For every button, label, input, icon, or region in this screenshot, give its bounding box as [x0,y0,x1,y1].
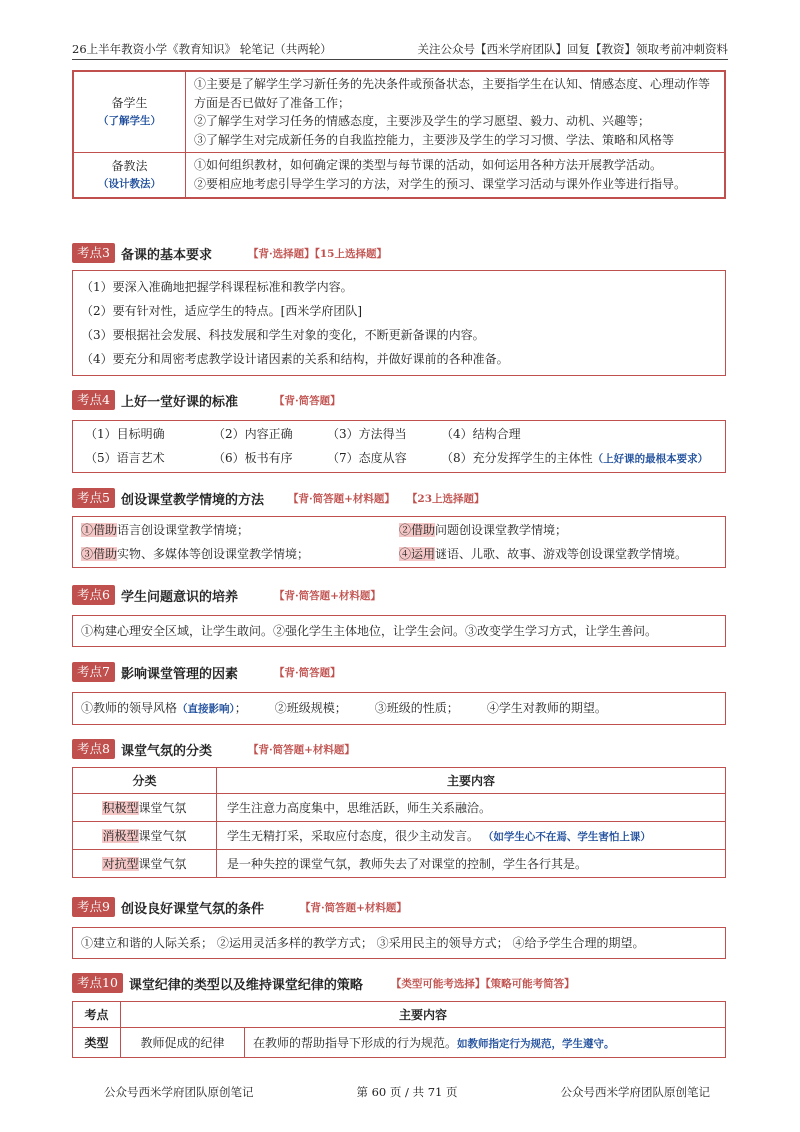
table-header: 主要内容 [217,768,726,794]
kaodian-badge: 考点9 [72,897,115,917]
table-cell: 是一种失控的课堂气氛，教师失去了对课堂的控制，学生各行其是。 [217,850,726,878]
kaodian-title: 课堂纪律的类型以及维持课堂纪律的策略 [128,977,363,993]
kaodian-8-heading [72,739,355,759]
table-cell: 积极型课堂气氛 [73,794,217,822]
kaodian-title: 创设良好课堂气氛的条件 [120,901,264,917]
footer-right: 公众号西米学府团队原创笔记 [560,1085,710,1099]
kaodian-5-box [72,516,726,568]
kaodian-title: 备课的基本要求 [120,247,212,263]
kaodian-badge: 考点3 [72,243,115,263]
kaodian-note: 【背·简答题】 [273,666,341,679]
list-item: （5）语言艺术 [85,451,165,465]
kaodian-badge: 考点7 [72,662,115,682]
kaodian-8-table [72,767,726,878]
kaodian-3-box [72,270,726,376]
prep-line: ②要相应地考虑引导学生学习的方法，对学生的预习、课堂学习活动与课外作业等进行指导。 [194,176,687,191]
kaodian-note-2: 【23上选择题】 [406,492,485,505]
kaodian-3-heading [72,243,387,263]
kaodian-note: 【背·简答题+材料题】 [273,589,381,602]
kaodian-6-box [72,615,726,647]
prep-table [72,70,726,199]
table-row [73,822,726,850]
footer-left: 公众号西米学府团队原创笔记 [104,1085,254,1099]
prep-tag: （了解学生） [98,115,161,128]
list-item: （2）内容正确 [213,427,293,441]
list-item: （4）要充分和周密考虑教学设计诸因素的关系和结构，并做好课前的各种准备。 [81,352,509,366]
header-right: 关注公众号【西米学府团队】回复【教资】领取考前冲刺资料 [417,42,728,56]
list-item: ②借助问题创设课堂教学情境； [399,523,568,537]
kaodian-title: 学生问题意识的培养 [120,589,238,605]
list-item: ④学生对教师的期望。 [486,701,607,715]
kaodian-badge: 考点8 [72,739,115,759]
kaodian-badge: 考点6 [72,585,115,605]
table-header: 考点 [73,1002,121,1028]
list-item: ①教师的领导风格（直接影响）； [81,701,247,715]
table-cell: 对抗型课堂气氛 [73,850,217,878]
prep-line: ②了解学生对学习任务的情感态度，主要涉及学生的学习愿望、毅力、动机、兴趣等； [194,114,651,129]
prep-tag: （设计教法） [98,178,161,191]
header-left: 26上半年教资小学《教育知识》 轮笔记（共两轮） [72,42,332,56]
list-item: ④运用谜语、儿歌、故事、游戏等创设课堂教学情境。 [399,547,688,561]
kaodian-7-heading [72,662,341,682]
table-cell: 类型 [73,1028,121,1058]
kaodian-note: 【背·选择题】【15上选择题】 [247,247,387,260]
kaodian-note: 【背·简答题+材料题】 [287,492,395,505]
list-item: ②班级规模； [274,701,347,715]
kaodian-10-heading [72,973,575,993]
list-item: ③借助实物、多媒体等创设课堂教学情境； [81,547,310,561]
list-item: （7）态度从容 [327,451,407,465]
kaodian-5-heading [72,488,485,508]
kaodian-10-table [72,1001,726,1058]
kaodian-4-heading [72,390,341,410]
kaodian-text: ①建立和谐的人际关系； ②运用灵活多样的教学方式； ③采用民主的领导方式； ④给予学生合理的期望。 [81,936,645,950]
prep-label: 备学生 [111,96,148,111]
list-item: （1）要深入准确地把握学科课程标准和教学内容。 [81,280,353,294]
kaodian-note: 【背·简答题+材料题】 [299,901,407,914]
kaodian-title: 上好一堂好课的标准 [120,394,238,410]
table-cell: 学生无精打采，采取应付态度，很少主动发言。 （如学生心不在焉、学生害怕上课） [217,822,726,850]
page-number: 第 60 页 / 共 71 页 [356,1085,458,1099]
kaodian-note: 【背·简答题】 [273,394,341,407]
table-cell: 在教师的帮助指导下形成的行为规范。如教师指定行为规范，学生遵守。 [245,1028,726,1058]
kaodian-badge: 考点10 [72,973,123,993]
prep-line: ①主要是了解学生学习新任务的先决条件或预备状态，主要指学生在认知、情感态度、心理动作等方面是否已做好了准备工作； [194,77,711,110]
list-item: （1）目标明确 [85,427,165,441]
table-cell: 教师促成的纪律 [121,1028,245,1058]
list-item: （6）板书有序 [213,451,293,465]
prep-label-cell [74,153,186,197]
prep-row-methods [74,153,725,197]
prep-label-cell [74,72,186,153]
kaodian-note: 【类型可能考选择】【策略可能考简答】 [390,977,575,990]
prep-line: ①如何组织教材，如何确定课的类型与每节课的活动，如何运用各种方法开展教学活动。 [194,158,663,173]
kaodian-badge: 考点5 [72,488,115,508]
prep-label: 备教法 [111,158,148,173]
table-row [73,1028,726,1058]
kaodian-7-box [72,692,726,725]
kaodian-6-heading [72,585,381,605]
page-footer [104,1084,710,1100]
kaodian-note: 【背·简答题+材料题】 [247,743,355,756]
list-item: （8）充分发挥学生的主体性（上好课的最根本要求） [441,451,709,465]
list-item: ①借助语言创设课堂教学情境； [81,523,250,537]
table-row [73,794,726,822]
kaodian-badge: 考点4 [72,390,115,410]
list-item: （2）要有针对性，适应学生的特点。[西米学府团队] [81,304,363,318]
table-header: 分类 [73,768,217,794]
kaodian-9-heading [72,897,407,917]
table-row [73,850,726,878]
prep-content [186,72,725,153]
list-item: （4）结构合理 [441,427,521,441]
prep-line: ③了解学生对完成新任务的自我监控能力，主要涉及学生的学习习惯、学法、策略和风格等 [194,132,675,147]
kaodian-9-box [72,927,726,959]
kaodian-4-box [72,420,726,473]
list-item: ③班级的性质； [374,701,459,715]
prep-row-students [74,72,725,153]
page-header [72,40,728,60]
list-item: （3）方法得当 [327,427,407,441]
kaodian-title: 影响课堂管理的因素 [120,666,238,682]
kaodian-title: 课堂气氛的分类 [120,743,212,759]
table-cell: 学生注意力高度集中，思维活跃，师生关系融洽。 [217,794,726,822]
kaodian-title: 创设课堂教学情境的方法 [120,492,264,508]
prep-content [186,153,725,197]
kaodian-text: ①构建心理安全区域，让学生敢问。②强化学生主体地位，让学生会问。③改变学生学习方式，让学生善问。 [81,624,658,638]
table-header: 主要内容 [121,1002,726,1028]
table-cell: 消极型课堂气氛 [73,822,217,850]
list-item: （3）要根据社会发展、科技发展和学生对象的变化，不断更新备课的内容。 [81,328,485,342]
